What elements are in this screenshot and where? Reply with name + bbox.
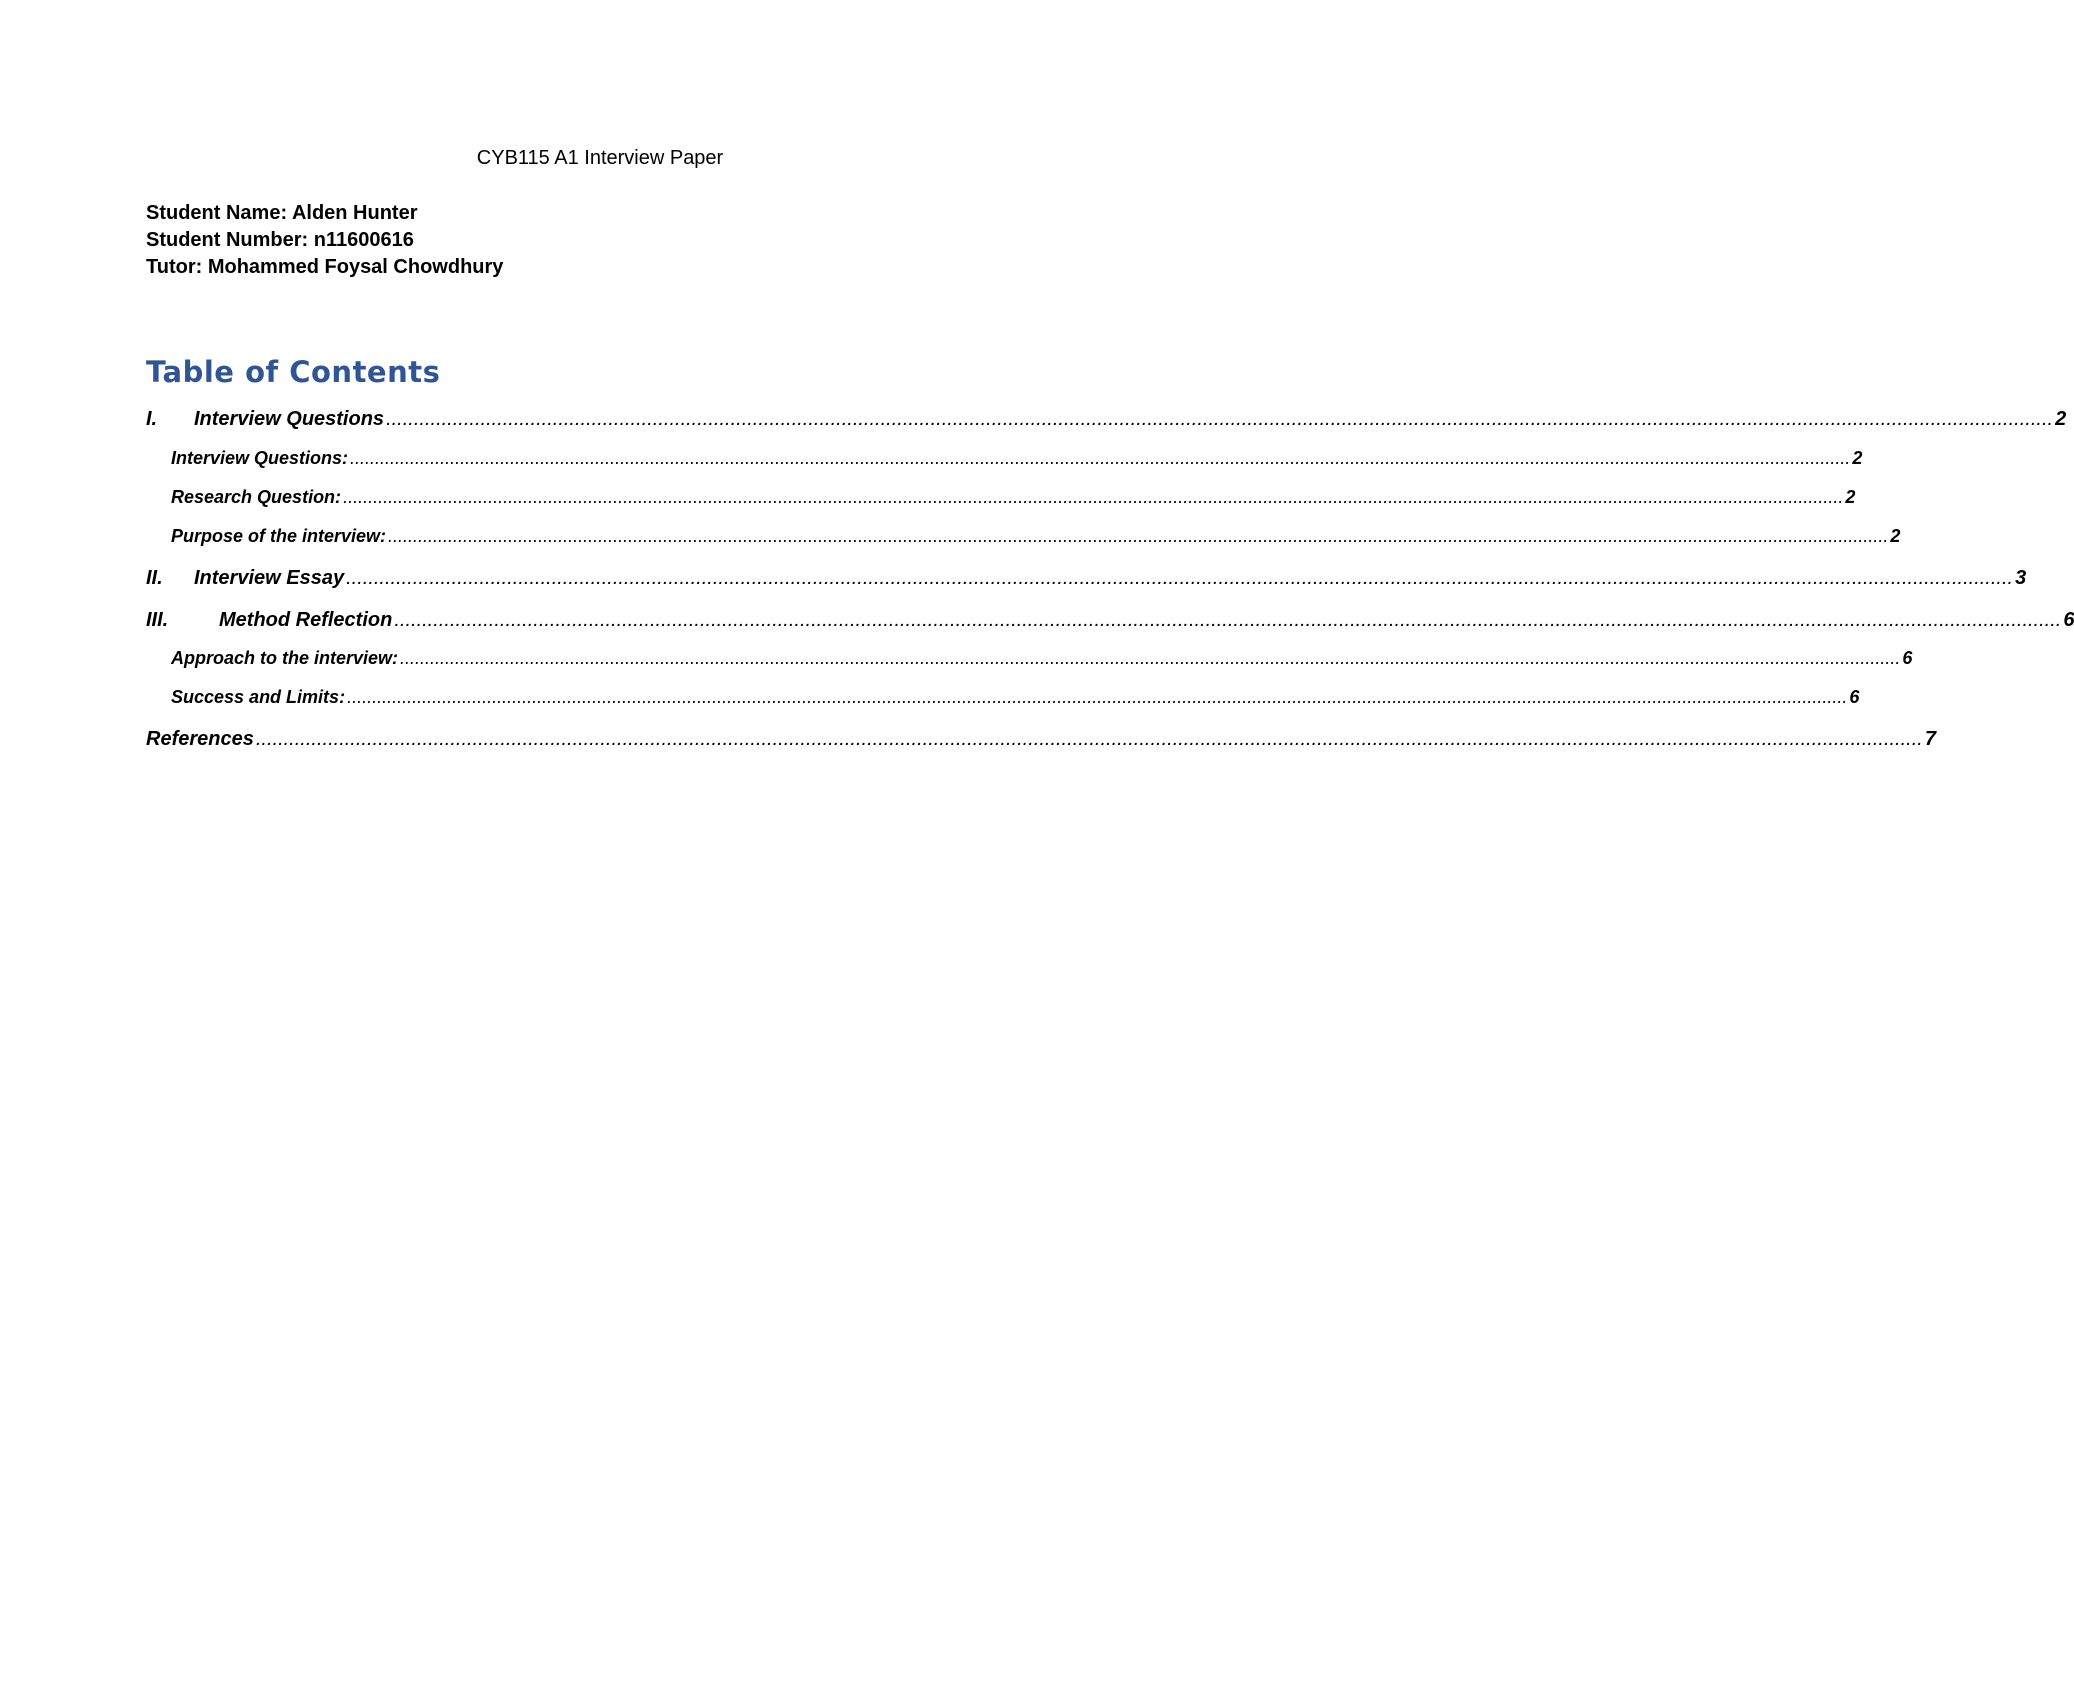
- toc-entry-label: Interview Questions: [194, 408, 385, 430]
- document-title: CYB115 A1 Interview Paper: [476, 147, 724, 169]
- toc-entry-page: 6: [1849, 687, 1860, 707]
- toc-entry-interview-questions[interactable]: [146, 406, 2067, 432]
- toc-entry-label: Success and Limits:: [171, 687, 346, 707]
- toc-entry-references[interactable]: [146, 726, 1936, 752]
- toc-dot-leader: ............................................................................................................................................................................................................................................................................................................: [347, 687, 1848, 707]
- tutor-name: Tutor: Mohammed Foysal Chowdhury: [146, 256, 504, 278]
- toc-dot-leader: ............................................................................................................................................................................................................................................................................................................: [346, 567, 2014, 589]
- toc-entry-approach[interactable]: [146, 646, 1913, 670]
- student-info: [146, 200, 503, 281]
- toc-entry-page: 7: [1924, 728, 1936, 750]
- toc-dot-leader: ............................................................................................................................................................................................................................................................................................................: [350, 448, 1851, 468]
- toc-entry-research-question[interactable]: [146, 485, 1856, 509]
- toc-dot-leader: ............................................................................................................................................................................................................................................................................................................: [388, 526, 1889, 546]
- toc-entry-interview-essay[interactable]: [146, 565, 2027, 591]
- toc-entry-page: 6: [1902, 648, 1913, 668]
- toc-heading: Table of Contents: [146, 355, 441, 389]
- toc-entry-purpose[interactable]: [146, 524, 1901, 548]
- student-number: Student Number: n11600616: [146, 229, 414, 251]
- toc-dot-leader: ............................................................................................................................................................................................................................................................................................................: [255, 728, 1923, 750]
- toc-dot-leader: ............................................................................................................................................................................................................................................................................................................: [343, 487, 1844, 507]
- toc-entry-label: Interview Questions:: [171, 448, 349, 468]
- toc-entry-page: 6: [2063, 609, 2074, 631]
- toc-entry-method-reflection[interactable]: [146, 607, 2074, 633]
- toc-entry-label: Purpose of the interview:: [171, 526, 387, 546]
- toc-entry-label: Research Question:: [171, 487, 342, 507]
- toc-entry-page: 3: [2015, 567, 2027, 589]
- toc-entry-success-limits[interactable]: [146, 685, 1860, 709]
- toc-entry-page: 2: [1890, 526, 1901, 546]
- toc-entry-page: 2: [1852, 448, 1863, 468]
- toc-dot-leader: ............................................................................................................................................................................................................................................................................................................: [400, 648, 1901, 668]
- toc-entry-label: Method Reflection: [219, 609, 393, 631]
- toc-entry-label: References: [146, 728, 254, 750]
- student-name: Student Name: Alden Hunter: [146, 202, 418, 224]
- toc-entry-interview-questions-sub[interactable]: [146, 446, 1863, 470]
- toc-entry-label: Approach to the interview:: [171, 648, 399, 668]
- toc-entry-label: Interview Essay: [194, 567, 345, 589]
- toc-entry-number: I.: [146, 408, 158, 430]
- toc-dot-leader: ............................................................................................................................................................................................................................................................................................................: [386, 408, 2054, 430]
- toc-entry-page: 2: [2055, 408, 2067, 430]
- toc-entry-number: II.: [146, 567, 163, 589]
- toc-entry-number: III.: [146, 609, 169, 631]
- toc-entry-page: 2: [1845, 487, 1856, 507]
- toc-dot-leader: ............................................................................................................................................................................................................................................................................................................: [394, 609, 2062, 631]
